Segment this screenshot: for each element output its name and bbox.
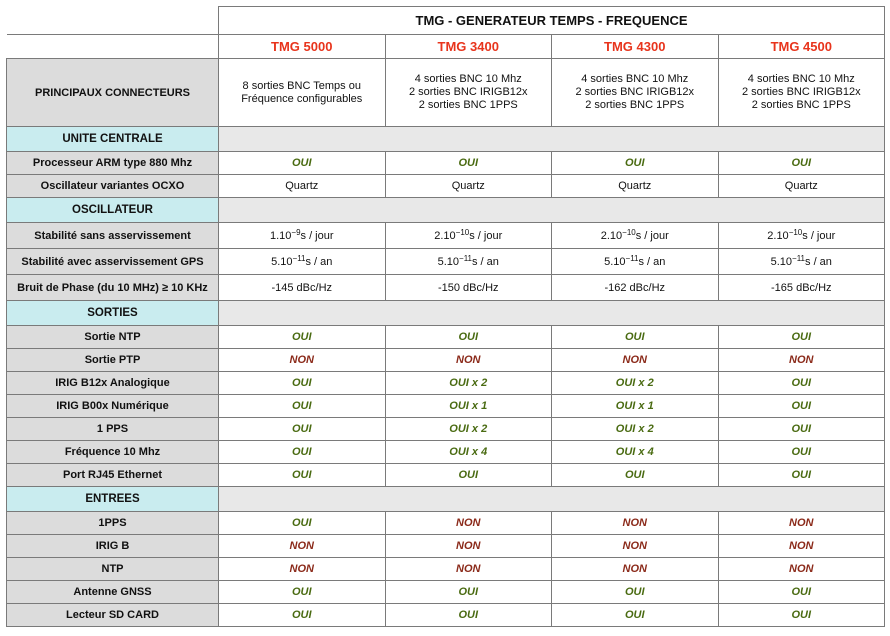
connectors-cell xyxy=(219,59,386,127)
value-cell: OUI x 2 xyxy=(552,418,719,441)
value-cell: OUI xyxy=(552,464,719,487)
connectors-label: PRINCIPAUX CONNECTEURS xyxy=(7,59,219,127)
value-cell: -150 dBc/Hz xyxy=(385,275,552,301)
stability-mantissa: 5.10 xyxy=(604,255,626,268)
value-cell: OUI xyxy=(219,464,386,487)
stability-mantissa: 2.10 xyxy=(600,229,623,242)
section-fill xyxy=(219,198,885,223)
section-fill xyxy=(219,301,885,326)
stability-exponent: −10 xyxy=(455,227,470,237)
value-cell: OUI xyxy=(552,581,719,604)
value-cell: -145 dBc/Hz xyxy=(219,275,386,301)
stability-mantissa: 5.10 xyxy=(437,255,460,268)
value-cell: NON xyxy=(718,512,885,535)
row-label: Fréquence 10 Mhz xyxy=(7,441,219,464)
value-cell: OUI xyxy=(219,512,386,535)
section-title: SORTIES xyxy=(7,301,219,326)
value-cell: OUI x 2 xyxy=(385,418,552,441)
stability-mantissa: 5.10 xyxy=(770,255,793,268)
connector-line: 8 sorties BNC Temps ou xyxy=(242,79,361,92)
row-label: Processeur ARM type 880 Mhz xyxy=(7,152,219,175)
stability-cell xyxy=(385,249,552,275)
table-row xyxy=(7,464,885,487)
section-row xyxy=(7,487,885,512)
table-row xyxy=(7,535,885,558)
stability-unit: s / an xyxy=(305,255,333,268)
stability-mantissa: 2.10 xyxy=(434,229,456,242)
value-cell: OUI xyxy=(219,152,386,175)
value-cell: Quartz xyxy=(385,175,552,198)
table-row xyxy=(7,349,885,372)
stability-unit: s / an xyxy=(472,255,499,268)
value-cell: NON xyxy=(718,349,885,372)
row-label: Lecteur SD CARD xyxy=(7,604,219,627)
stability-mantissa: 1.10 xyxy=(269,229,292,242)
value-cell: NON xyxy=(552,512,719,535)
connectors-cell xyxy=(552,59,719,127)
value-cell: OUI x 4 xyxy=(385,441,552,464)
value-cell: OUI xyxy=(385,464,552,487)
value-cell: OUI xyxy=(219,326,386,349)
connector-line: 2 sorties BNC IRIGB12x xyxy=(741,86,861,98)
section-row xyxy=(7,301,885,326)
connector-line: Fréquence configurables xyxy=(241,92,363,105)
value-cell: OUI x 4 xyxy=(552,441,719,464)
row-label: Sortie NTP xyxy=(7,326,219,349)
table-row xyxy=(7,249,885,275)
value-cell: NON xyxy=(718,535,885,558)
row-label: 1 PPS xyxy=(7,418,219,441)
value-cell: OUI x 1 xyxy=(552,395,719,418)
stability-exponent: −9 xyxy=(291,227,301,237)
stability-exponent: −11 xyxy=(792,253,806,263)
row-label: Stabilité sans asservissement xyxy=(7,223,219,249)
value-cell: OUI xyxy=(552,604,719,627)
section-fill xyxy=(219,127,885,152)
row-label: IRIG B00x Numérique xyxy=(7,395,219,418)
table-row xyxy=(7,326,885,349)
value-cell: -165 dBc/Hz xyxy=(718,275,885,301)
stability-cell xyxy=(552,223,719,249)
value-cell: -162 dBc/Hz xyxy=(552,275,719,301)
table-row xyxy=(7,395,885,418)
stability-exponent: −10 xyxy=(622,227,636,237)
row-label: IRIG B xyxy=(7,535,219,558)
table-row xyxy=(7,441,885,464)
stability-exponent: −10 xyxy=(788,227,803,237)
model-header: TMG 4300 xyxy=(552,35,719,59)
stability-cell xyxy=(552,249,719,275)
section-fill xyxy=(219,487,885,512)
model-header: TMG 5000 xyxy=(219,35,386,59)
section-title: OSCILLATEUR xyxy=(7,198,219,223)
value-cell: NON xyxy=(718,558,885,581)
row-label: Oscillateur variantes OCXO xyxy=(7,175,219,198)
value-cell: OUI xyxy=(385,604,552,627)
stability-exponent: −11 xyxy=(625,253,639,263)
table-row xyxy=(7,175,885,198)
stability-cell xyxy=(385,223,552,249)
stability-unit: s / jour xyxy=(802,229,836,242)
connector-line: 2 sorties BNC IRIGB12x xyxy=(575,86,695,98)
value-cell: OUI xyxy=(552,152,719,175)
corner-cell xyxy=(7,7,219,35)
value-cell: OUI xyxy=(718,372,885,395)
stability-unit: s / jour xyxy=(300,229,334,242)
stability-exponent: −11 xyxy=(459,253,472,263)
value-cell: Quartz xyxy=(219,175,386,198)
stability-unit: s / an xyxy=(805,255,832,268)
stability-cell xyxy=(718,223,885,249)
value-cell: OUI xyxy=(219,395,386,418)
value-cell: NON xyxy=(552,535,719,558)
value-cell: OUI xyxy=(718,581,885,604)
spec-table xyxy=(6,6,885,627)
row-label: Sortie PTP xyxy=(7,349,219,372)
connector-line: 2 sorties BNC 1PPS xyxy=(418,99,518,111)
value-cell: Quartz xyxy=(552,175,719,198)
table-row xyxy=(7,223,885,249)
value-cell: Quartz xyxy=(718,175,885,198)
value-cell: NON xyxy=(385,535,552,558)
value-cell: NON xyxy=(552,349,719,372)
connector-line: 2 sorties BNC 1PPS xyxy=(585,99,685,111)
value-cell: OUI x 2 xyxy=(385,372,552,395)
section-title: UNITE CENTRALE xyxy=(7,127,219,152)
value-cell: OUI xyxy=(718,395,885,418)
value-cell: OUI xyxy=(385,326,552,349)
table-row xyxy=(7,558,885,581)
table-row xyxy=(7,581,885,604)
table-row xyxy=(7,418,885,441)
section-row xyxy=(7,198,885,223)
connector-line: 2 sorties BNC IRIGB12x xyxy=(408,86,528,98)
value-cell: NON xyxy=(552,558,719,581)
value-cell: NON xyxy=(219,558,386,581)
table-row xyxy=(7,275,885,301)
table-title: TMG - GENERATEUR TEMPS - FREQUENCE xyxy=(219,7,885,35)
value-cell: NON xyxy=(219,535,386,558)
value-cell: OUI xyxy=(219,372,386,395)
row-label: Bruit de Phase (du 10 MHz) ≥ 10 KHz xyxy=(7,275,219,301)
value-cell: OUI xyxy=(219,418,386,441)
stability-mantissa: 5.10 xyxy=(271,255,293,268)
connector-line: 4 sorties BNC 10 Mhz xyxy=(747,73,855,85)
value-cell: OUI xyxy=(718,441,885,464)
table-row xyxy=(7,512,885,535)
row-label: Antenne GNSS xyxy=(7,581,219,604)
value-cell: OUI xyxy=(219,581,386,604)
model-header: TMG 3400 xyxy=(385,35,552,59)
connectors-cell xyxy=(385,59,552,127)
table-row xyxy=(7,372,885,395)
stability-unit: s / an xyxy=(638,255,666,268)
value-cell: OUI xyxy=(718,418,885,441)
row-label: NTP xyxy=(7,558,219,581)
stability-unit: s / jour xyxy=(469,229,503,242)
spec-table-body xyxy=(7,7,885,627)
stability-cell xyxy=(219,223,386,249)
value-cell: OUI xyxy=(385,152,552,175)
value-cell: NON xyxy=(385,558,552,581)
stability-cell xyxy=(718,249,885,275)
row-label: IRIG B12x Analogique xyxy=(7,372,219,395)
value-cell: NON xyxy=(385,349,552,372)
table-row xyxy=(7,152,885,175)
table-row xyxy=(7,604,885,627)
corner-cell xyxy=(7,35,219,59)
value-cell: OUI xyxy=(718,152,885,175)
value-cell: OUI xyxy=(219,441,386,464)
model-header: TMG 4500 xyxy=(718,35,885,59)
value-cell: OUI xyxy=(552,326,719,349)
value-cell: OUI xyxy=(385,581,552,604)
stability-exponent: −11 xyxy=(292,253,306,263)
stability-cell xyxy=(219,249,386,275)
stability-mantissa: 2.10 xyxy=(767,229,789,242)
connector-line: 2 sorties BNC 1PPS xyxy=(751,99,851,111)
value-cell: OUI xyxy=(219,604,386,627)
value-cell: OUI xyxy=(718,326,885,349)
row-label: Stabilité avec asservissement GPS xyxy=(7,249,219,275)
section-title: ENTREES xyxy=(7,487,219,512)
value-cell: OUI x 2 xyxy=(552,372,719,395)
value-cell: OUI x 1 xyxy=(385,395,552,418)
connector-line: 4 sorties BNC 10 Mhz xyxy=(414,73,522,85)
value-cell: NON xyxy=(219,349,386,372)
connector-line: 4 sorties BNC 10 Mhz xyxy=(581,73,689,85)
connectors-cell xyxy=(718,59,885,127)
stability-unit: s / jour xyxy=(635,229,669,242)
section-row xyxy=(7,127,885,152)
value-cell: OUI xyxy=(718,604,885,627)
row-label: Port RJ45 Ethernet xyxy=(7,464,219,487)
row-label: 1PPS xyxy=(7,512,219,535)
value-cell: OUI xyxy=(718,464,885,487)
value-cell: NON xyxy=(385,512,552,535)
